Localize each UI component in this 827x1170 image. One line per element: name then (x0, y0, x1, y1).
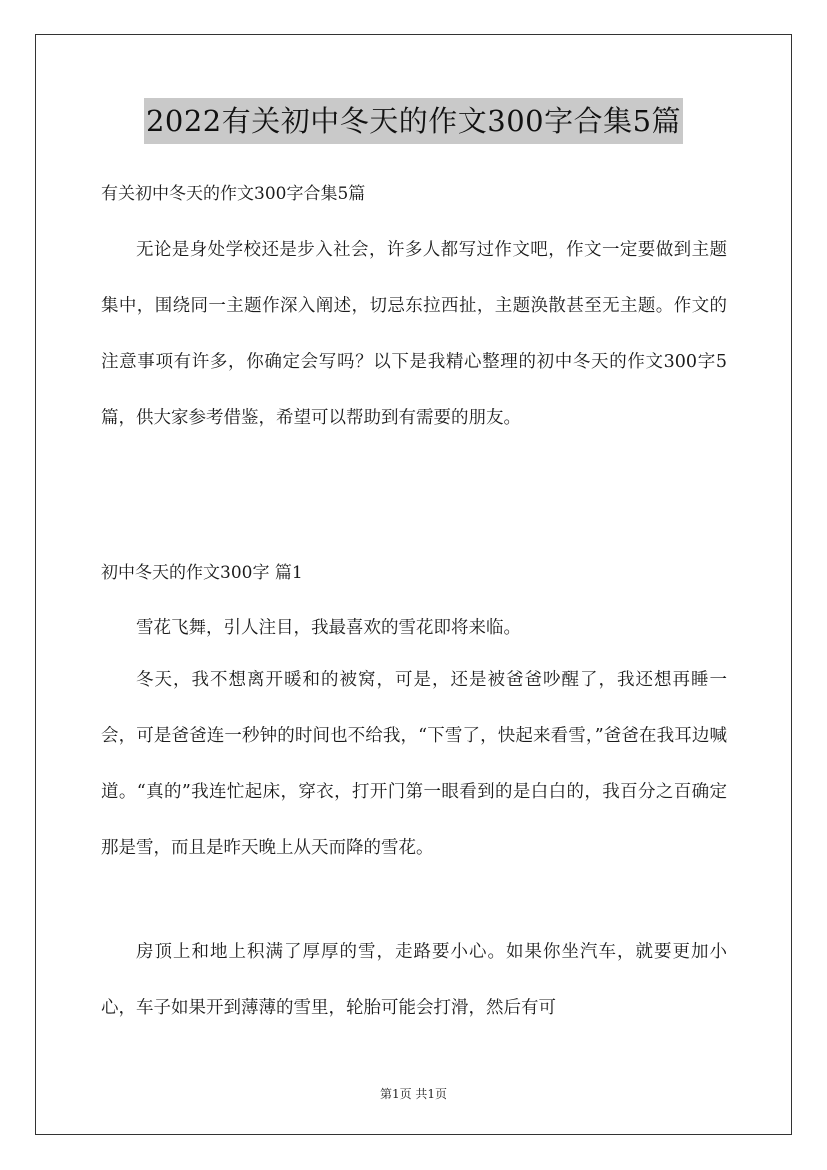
document-subtitle: 有关初中冬天的作文300字合集5篇 (101, 184, 366, 204)
body-paragraph-1: 雪花飞舞，引人注目，我最喜欢的雪花即将来临。 (136, 618, 521, 638)
intro-paragraph: 无论是身处学校还是步入社会，许多人都写过作文吧，作文一定要做到主题集中，围绕同一主题作深入阐述，切忌东拉西扯，主题涣散甚至无主题。作文的注意事项有许多，你确定会写吗？以下是我精心整理的初中冬天的作文300字5篇，供大家参考借鉴，希望可以帮助到有需要的朋友。 (101, 240, 727, 428)
body-paragraph-3: 房顶上和地上积满了厚厚的雪，走路要小心。如果你坐汽车，就要更加小心，车子如果开到薄薄的雪里，轮胎可能会打滑，然后有可 (101, 942, 727, 1018)
body-paragraph-2: 冬天，我不想离开暖和的被窝，可是，还是被爸爸吵醒了，我还想再睡一会，可是爸爸连一秒钟的时间也不给我，“下雪了，快起来看雪，”爸爸在我耳边喊道。“真的”我连忙起床，穿衣，打开门第一眼看到的是白白的，我百分之百确定那是雪，而且是昨天晚上从天而降的雪花。 (101, 670, 727, 858)
title-container (0, 98, 827, 144)
page-footer: 第1页 共1页 (379, 1087, 448, 1101)
document-title: 2022有关初中冬天的作文300字合集5篇 (144, 98, 683, 144)
section-heading: 初中冬天的作文300字 篇1 (101, 563, 303, 583)
